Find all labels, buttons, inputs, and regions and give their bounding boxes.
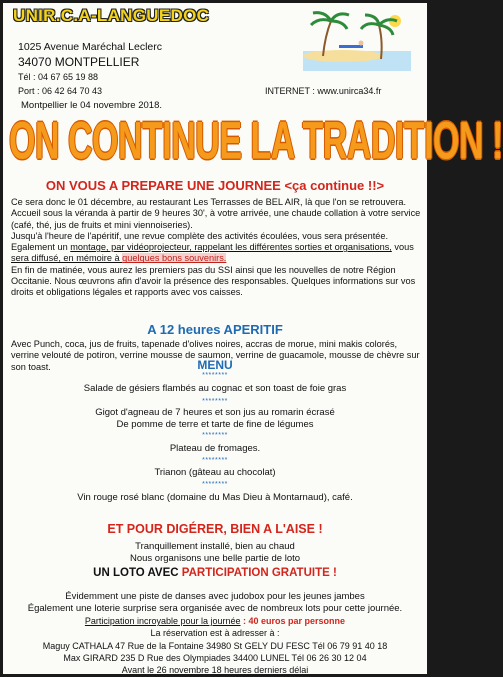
digest-line: Tranquillement installé, bien au chaud: [135, 541, 295, 552]
headline: ON CONTINUE LA TRADITION !: [9, 112, 503, 171]
menu-item: Plateau de fromages.: [169, 443, 261, 454]
intro-line: sera diffusé, en mémoire à quelques bons souvenirs.: [11, 253, 227, 264]
info-line: Évidemment une piste de danses avec judobox pour les jeunes jambes: [65, 591, 365, 602]
intro-line: Ce sera donc le 01 décembre, au restaurant Les Terrasses de BEL AIR, là que l'on se retrouvera.: [11, 197, 406, 207]
menu-item: Trianon (gâteau au chocolat): [154, 467, 276, 478]
intro-line: En fin de matinée, vous aurez les premiers pas du SSI ainsi que les nouvelles de notre Région: [11, 264, 396, 275]
aperitif-title: A 12 heures APERITIF: [147, 322, 283, 337]
flyer: [3, 3, 503, 675]
intro-line: Egalement un montage, par vidéoprojecteur, rappelant les différentes sorties et organisations, vous: [11, 242, 414, 253]
reservation-line: La réservation est à adresser à :: [150, 628, 280, 638]
contact-2: Max GIRARD 235 D Rue des Olympiades 34400 LUNEL Tél 06 26 30 12 04: [63, 653, 367, 663]
street-address: 1025 Avenue Maréchal Leclerc: [18, 41, 162, 53]
city: 34070 MONTPELLIER: [18, 55, 140, 69]
organization-name: UNIR.C.A-LANGUEDOC: [13, 6, 210, 25]
info-line: Également une loterie surprise sera organisée avec de nombreux lots pour cette journée.: [27, 603, 403, 614]
intro-line: (café, thé, jus de fruits et mini viennoiseries).: [11, 219, 193, 230]
participation-line: Participation incroyable pour la journée : 40 euros par personne: [84, 616, 346, 626]
digest-line: Nous organisons une belle partie de loto: [129, 553, 301, 564]
digest-title: ET POUR DIGÉRER, BIEN A L'AISE !: [107, 522, 323, 536]
deadline: Avant le 26 novembre 18 heures derniers délai: [121, 665, 309, 675]
letter-date: Montpellier le 04 novembre 2018.: [21, 100, 163, 111]
contact-1: Maguy CATHALA 47 Rue de la Fontaine 34980 St GELY DU FESC Tél 06 79 91 40 18: [42, 641, 388, 651]
intro-line: Occitanie. Nous œuvrons afin d'avoir la présence des responsables. Quelques informations sur vos: [11, 276, 416, 287]
intro-line: Accueil sous la véranda à partir de 9 heures 30', à votre arrivée, une chaude collation à votre service: [11, 208, 421, 219]
separator: ********: [202, 432, 228, 439]
separator: ********: [202, 398, 228, 405]
intro-line: Jusqu'à l'heure de l'apéritif, une revue complète des activités écoulées, vous sera présentée.: [11, 230, 389, 241]
intro-line: droits et obligations légales et rapports avec vos caisses.: [11, 287, 243, 298]
separator: ********: [202, 457, 228, 464]
separator: ********: [202, 481, 228, 488]
menu-item: Vin rouge rosé blanc (domaine du Mas Dieu à Montarnaud), café.: [77, 492, 353, 503]
aperitif-text: Avec Punch, coca, jus de fruits, tapenade d'olives noires, accras de morue, mini makis colorés, verrine velouté de potiron, verrine mousse de saumon, verrine de guacamole, mousse de chèvre sur son toast.: [11, 339, 420, 372]
menu-title: MENU: [197, 358, 233, 372]
separator: ********: [202, 372, 228, 379]
subheadline: ON VOUS A PREPARE UNE JOURNEE <ça continue !!>: [45, 178, 385, 193]
beach-illustration: [303, 11, 411, 71]
mobile: Port : 06 42 64 70 43: [18, 86, 103, 96]
menu-item: De pomme de terre et tarte de fine de légumes: [116, 419, 314, 430]
menu-item: Gigot d'agneau de 7 heures et son jus au romarin écrasé: [95, 407, 335, 418]
website: INTERNET : www.unirca34.fr: [265, 86, 382, 96]
menu-item: Salade de gésiers flambés au cognac et son toast de foie gras: [83, 383, 347, 394]
loto-line: UN LOTO AVEC PARTICIPATION GRATUITE !: [93, 567, 337, 579]
intro-text: [11, 197, 423, 299]
phone: Tél : 04 67 65 19 88: [18, 72, 99, 82]
